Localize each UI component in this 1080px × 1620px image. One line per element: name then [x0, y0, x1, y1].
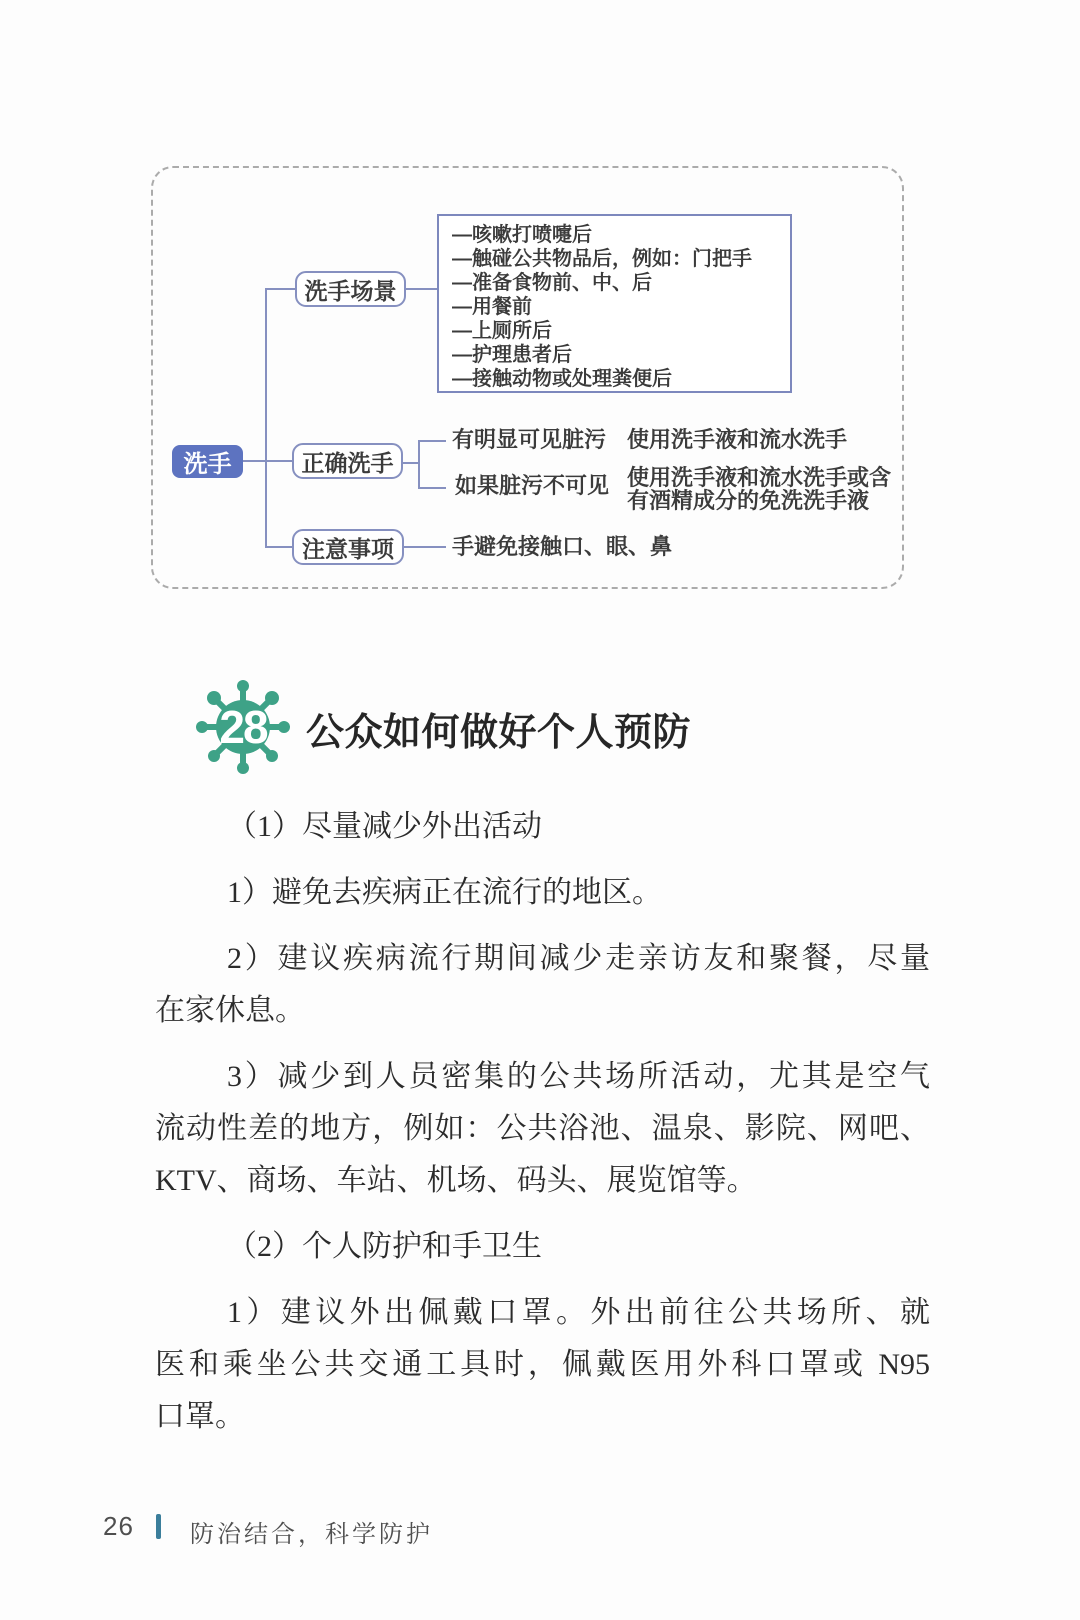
- text-line: 1）避免去疾病正在流行的地区。: [227, 876, 662, 909]
- scene-list-item: —触碰公共物品后，例如：门把手: [452, 248, 752, 270]
- text-line: （1）尽量减少外出活动: [227, 810, 542, 843]
- paragraph: [155, 801, 930, 853]
- section-number-badge: [195, 679, 291, 775]
- connector-line-scenes-box: [404, 288, 437, 290]
- leaf-action-invisible-dirt: [627, 466, 891, 512]
- connector-line-correct: [265, 460, 293, 462]
- page-number: 26: [103, 1511, 134, 1541]
- footer-text: 防治结合，科学防护: [190, 1521, 433, 1548]
- leaf-action-line: 使用洗手液和流水洗手或含: [627, 465, 892, 490]
- connector-line-notes: [265, 546, 294, 548]
- scene-list-item: —准备食物前、中、后: [452, 272, 652, 294]
- scene-list-item: —护理患者后: [452, 344, 572, 366]
- footer-divider: [156, 1514, 161, 1539]
- leaf-condition-visible-dirt: 有明显可见脏污: [452, 427, 607, 452]
- mindmap-node-correct-washing: 正确洗手: [292, 443, 403, 479]
- scene-list-item: —上厕所后: [452, 320, 552, 342]
- mindmap-node-notes: 注意事项: [292, 529, 404, 565]
- text-line: 1）建议外出佩戴口罩。外出前往公共场所、就: [227, 1296, 930, 1329]
- mindmap-root-node: 洗手: [172, 445, 243, 478]
- leaf-action-visible-dirt: 使用洗手液和流水洗手: [627, 427, 848, 452]
- paragraph: [155, 867, 930, 919]
- scene-list-item: —咳嗽打喷嚏后: [452, 224, 592, 246]
- text-line: 3）减少到人员密集的公共场所活动，尤其是空气: [227, 1060, 930, 1093]
- connector-line-scenes: [265, 288, 295, 290]
- connector-line-root: [243, 460, 267, 462]
- paragraph: [155, 1287, 930, 1443]
- connector-line-notes-leaf: [402, 546, 446, 548]
- paragraph: [155, 933, 930, 1037]
- section-title: 公众如何做好个人预防: [306, 712, 692, 754]
- leaf-note-avoid-touching: 手避免接触口、眼、鼻: [452, 534, 673, 559]
- connector-bracket-stem: [401, 462, 418, 464]
- connector-bracket-vertical: [418, 440, 420, 489]
- connector-line-trunk: [265, 288, 267, 548]
- body-text: [155, 801, 930, 1457]
- text-line: （2）个人防护和手卫生: [227, 1230, 542, 1263]
- text-line: 医和乘坐公共交通工具时，佩戴医用外科口罩或 N95: [155, 1348, 930, 1381]
- scene-list-box: [437, 214, 792, 393]
- paragraph: [155, 1051, 930, 1207]
- connector-bracket-arm-bottom: [418, 487, 446, 489]
- text-line: 口罩。: [155, 1400, 245, 1433]
- scene-list-item: —接触动物或处理粪便后: [452, 368, 672, 390]
- text-line: 流动性差的地方，例如：公共浴池、温泉、影院、网吧、: [155, 1112, 930, 1145]
- connector-bracket-arm-top: [418, 440, 446, 442]
- scene-list-item: —用餐前: [452, 296, 532, 318]
- mindmap-node-scenes: 洗手场景: [295, 271, 406, 307]
- section-number: 28: [219, 701, 267, 753]
- leaf-action-line: 有酒精成分的免洗洗手液: [627, 488, 870, 513]
- paragraph: [155, 1221, 930, 1273]
- text-line: KTV、商场、车站、机场、码头、展览馆等。: [155, 1164, 757, 1197]
- leaf-condition-invisible-dirt: 如果脏污不可见: [455, 473, 610, 498]
- text-line: 在家休息。: [155, 994, 305, 1027]
- text-line: 2）建议疾病流行期间减少走亲访友和聚餐，尽量: [227, 942, 930, 975]
